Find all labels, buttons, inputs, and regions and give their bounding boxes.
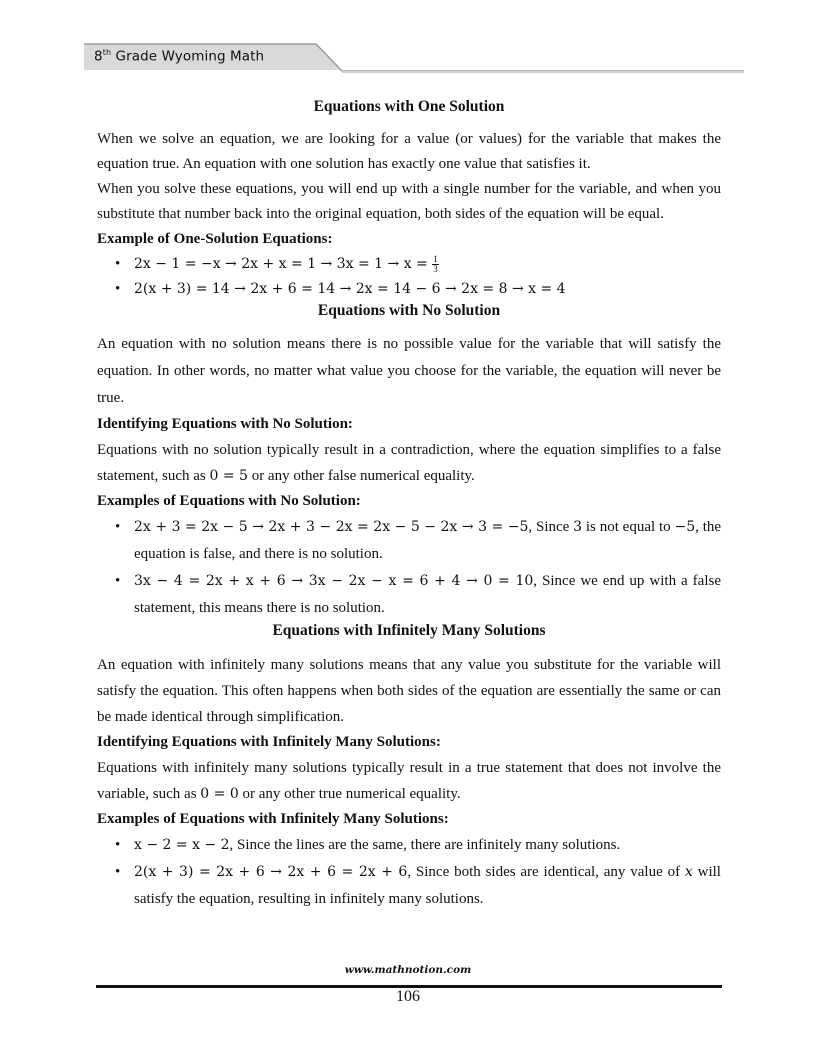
page-content <box>97 94 721 913</box>
examples-list <box>97 514 721 622</box>
fraction: $\frac{1}{3}$ <box>433 254 438 275</box>
header-title: 8th Grade Wyoming Math <box>94 48 265 65</box>
list-item: • 2x − 1 = −x → 2x + x = 1 → 3x = 1 → x = $\frac{1}{3}$ <box>97 252 721 277</box>
list-item: • 2x + 3 = 2x − 5 → 2x + 3 − 2x = 2x − 5 − 2x → 3 = −5, Since 3 is not equal to −5, the equation is false, and there is no solution. <box>97 514 721 568</box>
section-heading-one-solution: Equations with One Solution <box>313 98 505 115</box>
paragraph: An equation with infinitely many solutions means that any value you substitute for the variable will satisfy the equation. This often happens when both sides of the equation are essentially the same or can be made identical through simplification. <box>97 657 721 725</box>
page-number: 106 <box>396 988 420 1005</box>
section-heading-infinite-solutions: Equations with Infinitely Many Solutions <box>272 622 546 639</box>
section-heading-no-solution: Equations with No Solution <box>317 302 501 319</box>
examples-label: Examples of Equations with No Solution: <box>97 493 361 509</box>
header-tab-shape <box>0 0 816 80</box>
list-item: • 3x − 4 = 2x + x + 6 → 3x − 2x − x = 6 + 4 → 0 = 10, Since we end up with a false statement, this means there is no solution. <box>97 568 721 622</box>
examples-list <box>97 832 721 913</box>
examples-label: Example of One-Solution Equations: <box>97 231 333 247</box>
identify-label: Identifying Equations with No Solution: <box>97 416 353 432</box>
list-item: • 2(x + 3) = 14 → 2x + 6 = 14 → 2x = 14 − 6 → 2x = 8 → x = 4 <box>97 277 721 302</box>
paragraph: When you solve these equations, you will end up with a single number for the variable, and when you substitute that number back into the original equation, both sides of the equation will be equal. <box>97 181 721 222</box>
examples-label: Examples of Equations with Infinitely Many Solutions: <box>97 811 449 827</box>
identify-label: Identifying Equations with Infinitely Many Solutions: <box>97 734 441 750</box>
footer-url: www.mathnotion.com <box>344 964 472 976</box>
paragraph: When we solve an equation, we are looking for a value (or values) for the variable that makes the equation true. An equation with one solution has exactly one value that satisfies it. <box>97 131 721 172</box>
paragraph: An equation with no solution means there is no possible value for the variable that will satisfy the equation. In other words, no matter what value you choose for the variable, the equation will never be true. <box>97 336 721 406</box>
paragraph: Equations with infinitely many solutions typically result in a true statement that does not involve the variable, such as 0 = 0 or any other true numerical equality. <box>97 760 721 802</box>
examples-list <box>97 252 721 302</box>
list-item: • 2(x + 3) = 2x + 6 → 2x + 6 = 2x + 6, Since both sides are identical, any value of x will satisfy the equation, resulting in infinitely many solutions. <box>97 859 721 913</box>
page-header <box>0 0 816 80</box>
list-item: • x − 2 = x − 2, Since the lines are the same, there are infinitely many solutions. <box>97 832 721 859</box>
paragraph: Equations with no solution typically result in a contradiction, where the equation simplifies to a false statement, such as 0 = 5 or any other false numerical equality. <box>97 442 721 484</box>
